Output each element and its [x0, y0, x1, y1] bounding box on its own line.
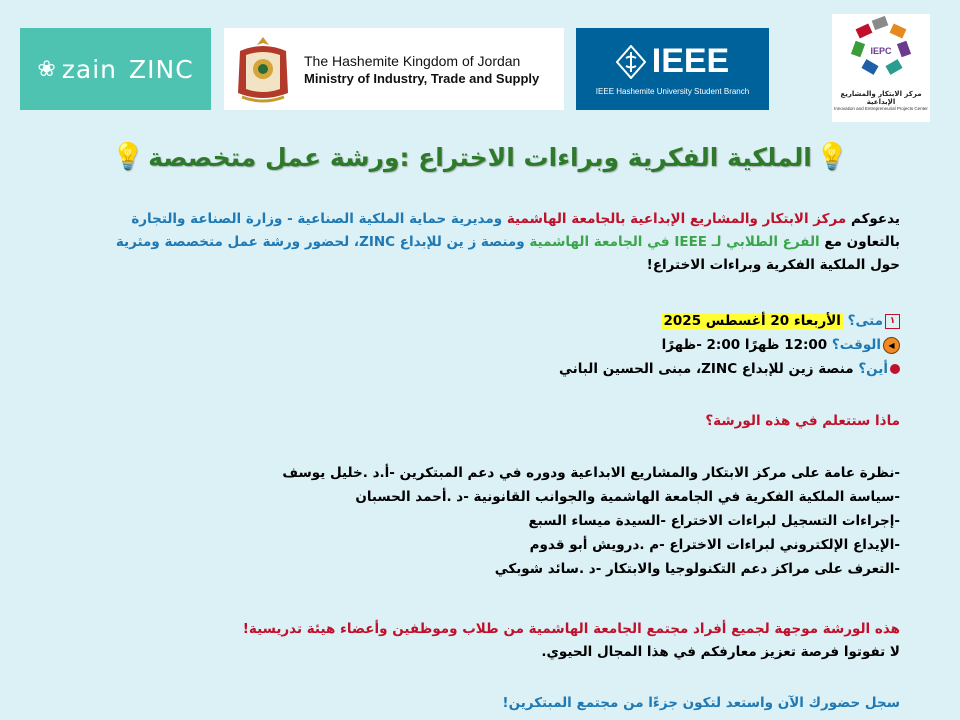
ieee-logo: [576, 28, 769, 110]
ministry-line1: The Hashemite Kingdom of Jordan: [304, 52, 521, 69]
where-label: أين؟: [858, 361, 888, 377]
intro-paragraph: [60, 208, 900, 277]
intro-topic: حول الملكية الفكرية وبراءات الاختراع!: [646, 257, 900, 273]
where-value: منصة زين للإبداع ZINC، مبنى الحسين الباني: [559, 361, 854, 377]
audience-line2: لا تفوتوا فرصة تعزيز معارفكم في هذا المجال الحيوي.: [541, 644, 900, 660]
jordan-coat-of-arms-icon: [232, 33, 294, 105]
zain-swirl-icon: ❀: [37, 56, 56, 82]
time-value: 12:00 ظهرًا 2:00 -ظهرًا: [661, 337, 828, 353]
iepc-acronym: IEPC: [870, 46, 892, 56]
title-text: الملكية الفكرية وبراءات الاختراع :ورشة عمل متخصصة: [148, 142, 812, 172]
ministry-logo: [224, 28, 564, 110]
list-item: -إجراءات التسجيل لبراءات الاختراع -السيدة ميساء السبع: [528, 513, 900, 529]
topics-list: [60, 462, 900, 582]
calendar-icon: ١: [885, 314, 900, 329]
iepc-emblem-icon: [841, 14, 921, 84]
pin-icon: [890, 364, 900, 374]
ministry-line2: Ministry of Industry, Trade and Supply: [304, 70, 540, 86]
list-item: -الإيداع الإلكتروني لبراءات الاختراع -م .درويش أبو قدوم: [529, 537, 900, 553]
lightbulb-icon: 💡: [815, 142, 849, 172]
where-row: [60, 358, 900, 382]
iepc-name-ar: مركز الابتكار والمشاريع الإبداعية: [840, 90, 922, 106]
lightbulb-icon: 💡: [111, 142, 145, 172]
audience-note: [60, 618, 900, 664]
ieee-wordmark: IEEE: [651, 42, 730, 80]
zain-zinc-logo: [20, 28, 211, 110]
register-call: سجل حضورك الآن واستعد لتكون جزءًا من مجتمع المبتكرين!: [502, 695, 900, 711]
learn-question: ماذا ستتعلم في هذه الورشة؟: [705, 413, 900, 429]
when-label: متى؟: [847, 313, 883, 329]
intro-collab: بالتعاون مع: [824, 234, 900, 250]
zinc-wordmark: ZINC: [129, 54, 194, 84]
iepc-name-en: Innovation and Entrepreneurial Projects Center: [834, 106, 928, 111]
intro-org-zinc: ومنصة ز ين للإبداع ZINC، لحضور ورشة عمل متخصصة ومثرية: [115, 234, 525, 250]
intro-org-iepc: مركز الابتكار والمشاريع الإبداعية بالجامعة الهاشمية: [506, 211, 847, 227]
page-title: [0, 142, 960, 172]
iepc-logo: [832, 14, 930, 122]
ieee-diamond-icon: [616, 45, 646, 79]
intro-invite: يدعوكم: [851, 211, 900, 227]
list-item: -التعرف على مراكز دعم التكنولوجيا والابتكار -د .سائد شوبكي: [494, 561, 900, 577]
time-row: [60, 334, 900, 358]
ieee-subtitle: IEEE Hashemite University Student Branch: [595, 87, 750, 96]
intro-org-ministry: ومديرية حماية الملكية الصناعية - وزارة الصناعة والتجارة: [131, 211, 503, 227]
when-row: [60, 310, 900, 334]
list-item: -نظرة عامة على مركز الابتكار والمشاريع الابداعية ودوره في دعم المبتكرين -أ.د .خليل يوسف: [282, 465, 900, 481]
zain-wordmark: zain: [61, 54, 117, 84]
time-label: الوقت؟: [831, 337, 881, 353]
event-details: [60, 310, 900, 382]
when-date: الأربعاء 20 أغسطس 2025: [663, 313, 841, 329]
intro-org-ieee: الفرع الطلابي لـ IEEE في الجامعة الهاشمية: [529, 234, 820, 250]
audience-line1: هذه الورشة موجهة لجميع أفراد مجتمع الجامعة الهاشمية من طلاب وموظفين وأعضاء هيئة تدريسية!: [242, 621, 900, 637]
list-item: -سياسة الملكية الفكرية في الجامعة الهاشمية والجوانب القانونية -د .أحمد الحسبان: [355, 489, 900, 505]
clock-icon: ◀: [883, 337, 900, 354]
